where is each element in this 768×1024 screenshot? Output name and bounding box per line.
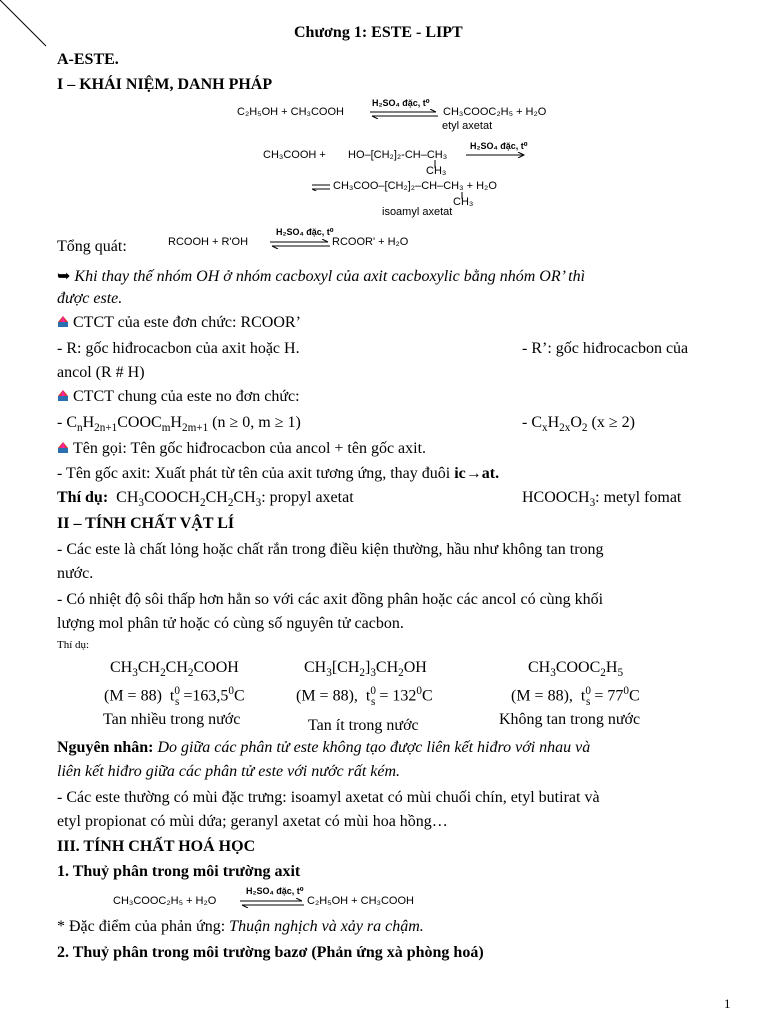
subsection-2-heading: 2. Thuỷ phân trong môi trường bazơ (Phản ứng xà phòng hoá) (57, 944, 484, 961)
eq3-reversible-arrow (240, 898, 306, 908)
smell-line-1: - Các este thường có mùi đặc trưng: isoamyl axetat có mùi chuối chín, etyl butirat và (57, 789, 600, 806)
definition-text: Khi thay thế nhóm OH ở nhóm cacboxyl của axit cacboxylic bằng nhóm OR’ thì (74, 268, 586, 285)
formula-line-1: - $C_nH_{2n+1}COOC_mH_{2m+1}$ (n ≥ 0, m ≥ 1) (57, 414, 301, 435)
example-line: Thí dụ: $CH_3COOCH_2CH_2CH_3$: propyl axetat (57, 489, 354, 510)
ctct-text: CTCT của este đơn chức: RCOOR’ (73, 314, 301, 331)
section-3-heading: III. TÍNH CHẤT HOÁ HỌC (57, 838, 256, 855)
subsection-1-heading: 1. Thuỷ phân trong môi trường axit (57, 863, 301, 880)
general-left: RCOOH + R'OH (168, 236, 249, 248)
ctct-general-text: CTCT chung của este no đơn chức: (73, 388, 300, 405)
small-example-label: Thí dụ: (57, 639, 90, 651)
eq2-product-branch: CH₃ (453, 196, 474, 208)
compound-3-solubility: Không tan trong nước (499, 711, 641, 728)
compound-1-mass: (M = 88) (104, 687, 162, 705)
section-2-heading: II – TÍNH CHẤT VẬT LÍ (57, 515, 235, 532)
eq1-left: C₂H₅OH + CH₃COOH (237, 106, 344, 118)
cause-text-1: Do giữa các phân tử este không tạo được liên kết hiđro với nhau và (157, 739, 591, 756)
compound-2-solubility: Tan ít trong nước (308, 717, 419, 734)
compound-3-props: (M = 88), $t^0_s = 77^0C$ (511, 685, 640, 708)
acid-root-line (57, 465, 499, 483)
bullet-icon (57, 390, 69, 402)
bullet-icon (57, 442, 69, 454)
compound-2: $CH_3[CH_2]_3CH_2OH$ (304, 659, 427, 680)
example-2-name: : metyl fomat (595, 489, 682, 506)
cause-label: Nguyên nhân: (57, 739, 154, 756)
deg-unit: C (628, 687, 640, 705)
corner-fold-line (0, 0, 50, 48)
phys-1: - Các este là chất lỏng hoặc chất rắn trong điều kiện thường, hầu như không tan trong (57, 541, 604, 558)
eq2-product-name: isoamyl axetat (382, 206, 453, 218)
eq2-reagent: HO–[CH₂]₂-CH–CH₃ (348, 149, 448, 161)
compound-1-bp: =163,5 (183, 687, 229, 705)
compound-2-props: (M = 88), $t^0_s = 132^0C$ (296, 685, 433, 708)
ctct-line (57, 314, 301, 332)
definition-line-2: được este. (57, 290, 123, 307)
compound-3-mass: (M = 88), (511, 687, 573, 705)
phys-2: - Có nhiệt độ sôi thấp hơn hẳn so với các axit đồng phân hoặc các ancol có cùng khối (57, 591, 604, 608)
formula-line-2: - $C_xH_{2x}O_2$ (x ≥ 2) (522, 414, 635, 435)
chapter-title: Chương 1: ESTE - LIPT (294, 24, 463, 41)
eq1-reversible-arrow (368, 109, 440, 119)
eq2-product: CH₃COO–[CH₂]₂–CH–CH₃ + H₂O (333, 180, 497, 192)
section-a-heading: A-ESTE. (57, 51, 119, 68)
eq2-branch: CH₃ (426, 165, 447, 177)
naming-line (57, 440, 426, 458)
definition-line-1 (57, 266, 585, 286)
general-condition: H₂SO₄ đặc, t⁰ (276, 227, 334, 237)
compound-3: $CH_3COOC_2H_5$ (528, 659, 624, 680)
compound-3-bp: = 77 (594, 687, 624, 705)
eq2-left: CH₃COOH + (263, 149, 326, 161)
eq3-condition: H₂SO₄ đặc, t⁰ (246, 886, 304, 896)
feature-label: * Đặc điểm của phản ứng: (57, 918, 226, 935)
compound-1-solubility: Tan nhiều trong nước (103, 711, 241, 728)
r2-definition: - R’: gốc hiđrocacbon của (522, 340, 689, 357)
general-label: Tổng quát: (57, 238, 127, 255)
deg-unit: C (421, 687, 433, 705)
page-number: 1 (724, 996, 731, 1011)
compound-2-mass: (M = 88), (296, 687, 358, 705)
feature-line (57, 918, 424, 936)
phys-1b: nước. (57, 565, 94, 582)
eq2-arrow-right (466, 152, 528, 158)
eq3-left: CH₃COOC₂H₅ + H₂O (113, 895, 217, 907)
section-1-heading: I – KHÁI NIỆM, DANH PHÁP (57, 76, 273, 93)
feature-text: Thuận nghịch và xảy ra chậm. (229, 918, 424, 935)
eq2-condition: H₂SO₄ đặc, t⁰ (470, 141, 528, 151)
naming-text: Tên gọi: Tên gốc hiđrocacbon của ancol + tên gốc axit. (73, 440, 427, 457)
eq1-condition: H₂SO₄ đặc, t⁰ (372, 98, 430, 108)
example-1-name: : propyl axetat (261, 489, 354, 506)
smell-line-2: etyl propionat có mùi dứa; geranyl axetat có mùi hoa hồng… (57, 813, 448, 830)
eq1-right: CH₃COOC₂H₅ + H₂O (443, 106, 547, 118)
deg-unit: C (233, 687, 245, 705)
example-label: Thí dụ: (57, 489, 109, 506)
eq1-product-name: etyl axetat (442, 120, 493, 132)
compound-1: $CH_3CH_2CH_2COOH$ (110, 659, 239, 680)
formula-2-condition: (x ≥ 2) (591, 414, 635, 431)
cause-line-1 (57, 739, 590, 757)
example-2: $HCOOCH_3$: metyl fomat (522, 489, 682, 510)
cause-line-2: liên kết hiđro giữa các phân tử este với nước rất kém. (57, 763, 401, 780)
r2-definition-cont: ancol (R # H) (57, 364, 145, 381)
formula-1-condition: (n ≥ 0, m ≥ 1) (212, 414, 301, 431)
acid-root-text: - Tên gốc axit: Xuất phát từ tên của axit tương ứng, thay đuôi (57, 465, 451, 482)
bullet-icon (57, 316, 69, 328)
acid-root-rule: ic→at. (454, 465, 500, 482)
r-definition: - R: gốc hiđrocacbon của axit hoặc H. (57, 340, 300, 357)
eq2-arrow-left (312, 183, 330, 191)
compound-1-props: (M = 88) $t^0_s =163,5^0C$ (104, 685, 245, 708)
eq3-right: C₂H₅OH + CH₃COOH (307, 895, 414, 907)
phys-2b: lượng mol phân tử hoặc có cùng số nguyên tử cacbon. (57, 615, 404, 632)
ctct-general-line (57, 388, 300, 406)
hook-arrow-icon: ➥ (57, 268, 75, 285)
general-arrow (270, 239, 332, 249)
general-right: RCOOR' + H₂O (332, 236, 409, 248)
compound-2-bp: = 132 (379, 687, 417, 705)
